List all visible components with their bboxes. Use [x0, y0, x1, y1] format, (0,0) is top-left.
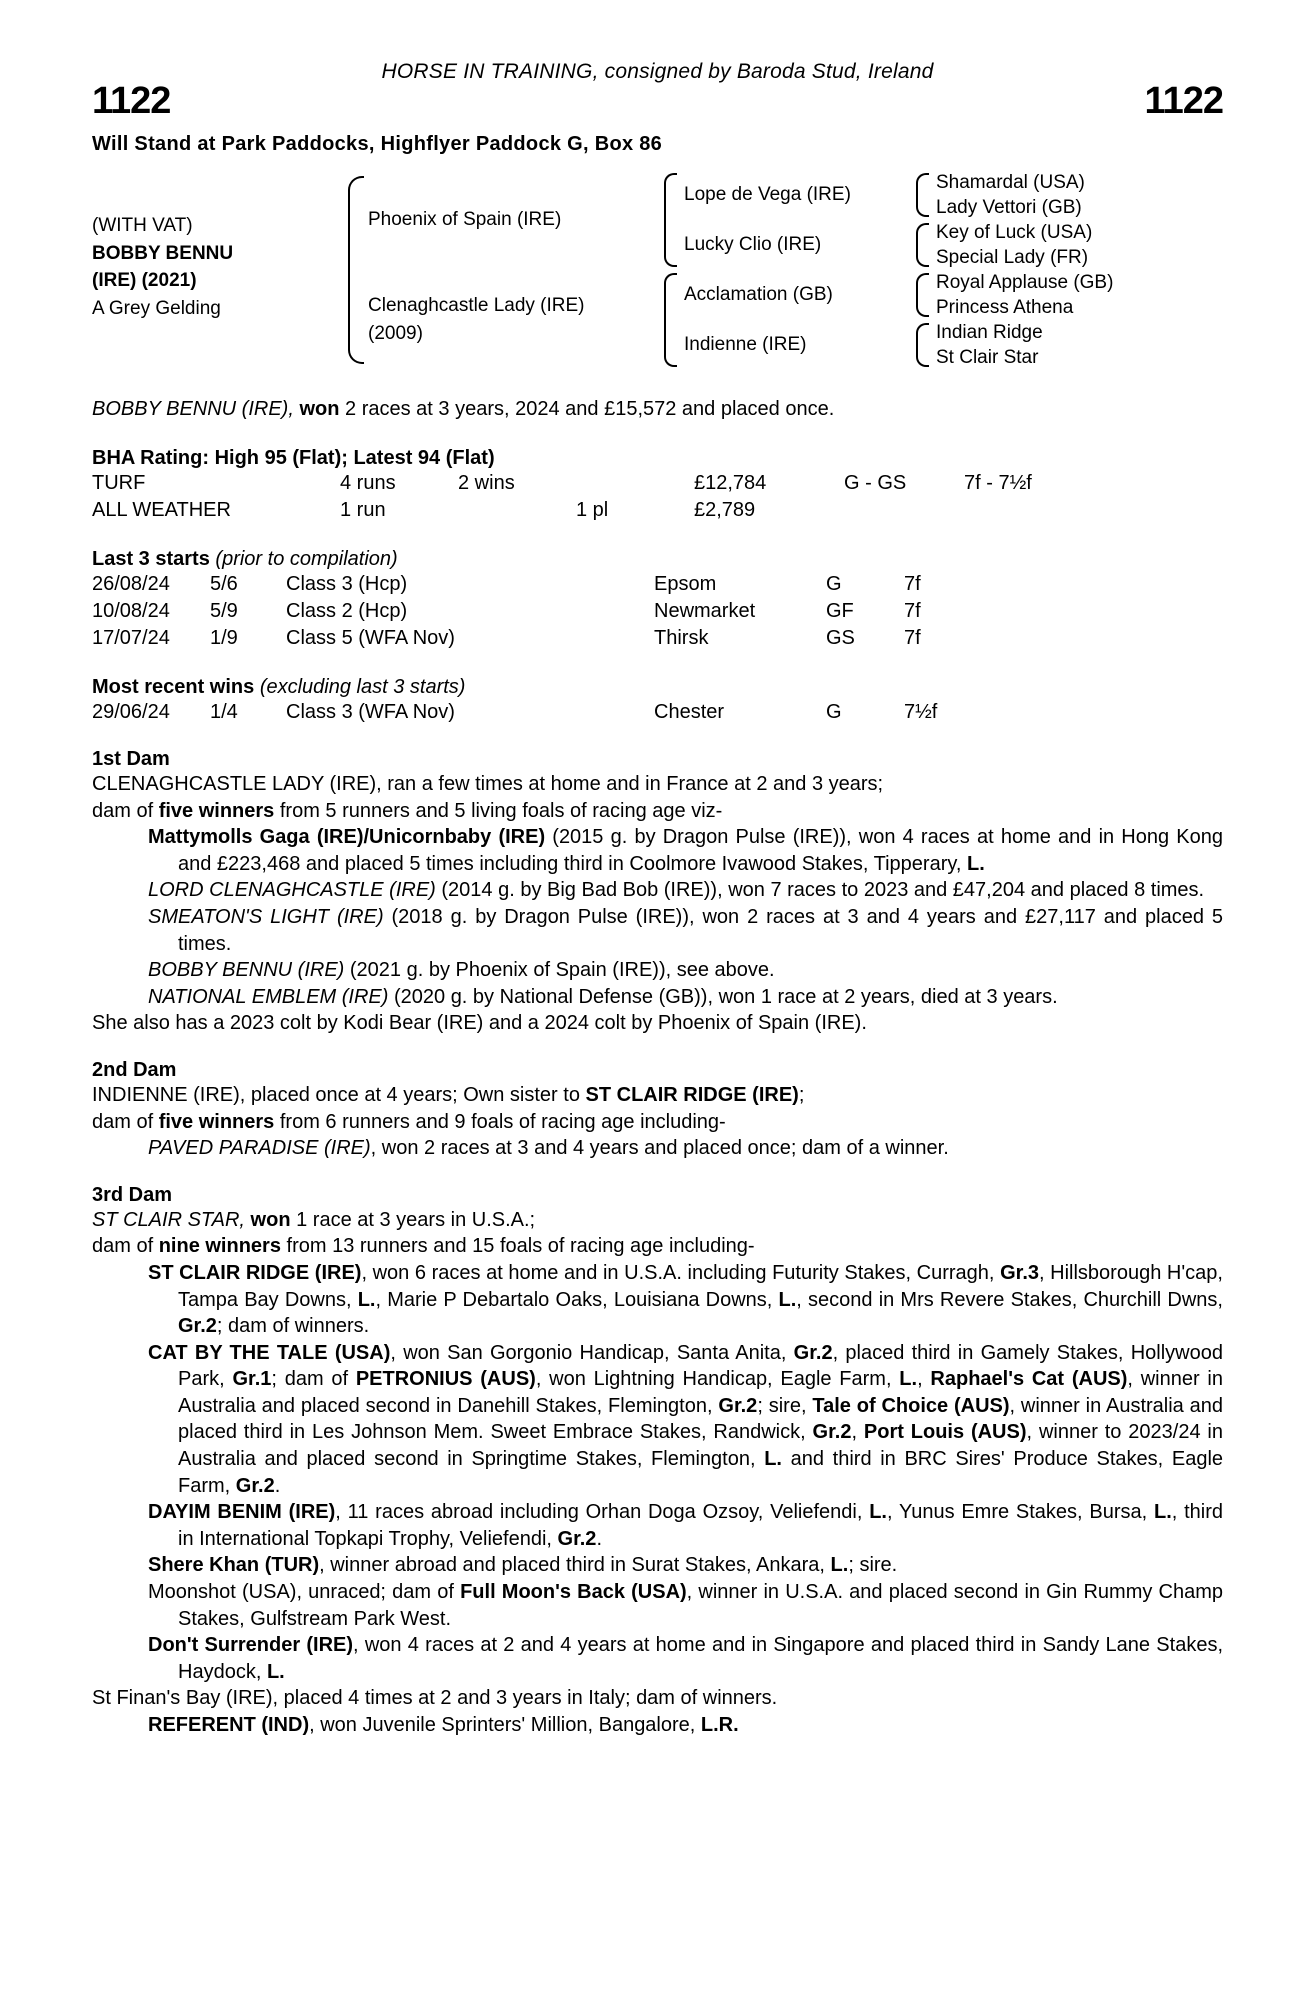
surface: ALL WEATHER	[92, 499, 231, 521]
progeny-detail: , won 2 races at 3 and 4 years and placed once; dam of a winner.	[370, 1137, 949, 1160]
last-three-starts-title: Last 3 starts	[92, 548, 210, 570]
gg-name: Royal Applause (GB)	[936, 271, 1114, 293]
start-date: 17/07/24	[92, 627, 170, 649]
progeny-entry: ST CLAIR RIDGE (IRE), won 6 races at home and in U.S.A. including Futurity Stakes, Curragh, Gr.3, Hillsborough H'cap, Tampa Bay Downs, L., Marie P Debartalo Oaks, Louisiana Downs, L., second in Mrs Revere Stakes, Churchill Dwns, Gr.2; dam of winners.	[148, 1261, 1223, 1338]
start-course: Epsom	[654, 573, 717, 595]
table-row	[92, 470, 1223, 497]
progeny-detail: (2015 g. by Dragon Pulse (IRE)), won 4 races at home and in Hong Kong and £223,468 and placed 5 times including third in Coolmore Ivawood Stakes, Tipperary,	[178, 826, 1223, 875]
gg-pair-3	[910, 270, 1160, 320]
start-class: Class 5 (WFA Nov)	[286, 627, 455, 649]
start-date: 26/08/24	[92, 573, 170, 595]
brace-gg-2	[910, 220, 936, 270]
summary-won: won	[299, 398, 340, 420]
table-row	[92, 699, 1223, 726]
wins	[458, 497, 576, 524]
table-row	[92, 571, 1223, 598]
summary-subject: BOBBY BENNU (IRE),	[92, 398, 294, 420]
third-dam-detail: 1 race at 3 years in U.S.A.;	[290, 1208, 536, 1231]
dam-year: (2009)	[368, 323, 423, 344]
recent-wins-title: Most recent wins	[92, 676, 255, 698]
progeny-name: NATIONAL EMBLEM (IRE)	[148, 985, 389, 1008]
summary-line	[92, 396, 1223, 423]
recent-wins-table	[92, 699, 1223, 726]
runs: 4 runs	[340, 472, 396, 494]
brace-gg-3	[910, 270, 936, 320]
last-three-starts-heading	[92, 548, 1223, 571]
first-dam-line-1: CLENAGHCASTLE LADY (IRE), ran a few times at home and in France at 2 and 3 years;	[92, 773, 884, 795]
third-dam-heading: 3rd Dam	[92, 1183, 173, 1206]
pedigree-chart	[92, 170, 1223, 370]
start-distance: 7f	[904, 627, 921, 649]
dam-of-prefix: dam of	[92, 1235, 159, 1258]
subject-block	[92, 170, 342, 370]
start-class: Class 3 (Hcp)	[286, 573, 408, 595]
recent-wins-note: (excluding last 3 starts)	[259, 676, 466, 698]
subject-name: BOBBY BENNU	[92, 242, 234, 264]
win-date: 29/06/24	[92, 701, 170, 723]
start-course: Thirsk	[654, 627, 709, 649]
earnings: £12,784	[694, 472, 767, 494]
third-dam-name: ST CLAIR STAR,	[92, 1208, 245, 1231]
progeny-name: PAVED PARADISE (IRE)	[148, 1137, 371, 1160]
subject-origin-year: (IRE) (2021)	[92, 270, 197, 292]
gg-name: Key of Luck (USA)	[936, 221, 1093, 243]
win-distance: 7½f	[904, 701, 938, 723]
start-course: Newmarket	[654, 600, 756, 622]
progeny-entry: CAT BY THE TALE (USA), won San Gorgonio Handicap, Santa Anita, Gr.2, placed third in Gamely Stakes, Hollywood Park, Gr.1; dam of PETRONIUS (AUS), won Lightning Handicap, Eagle Farm, L., Raphael's Cat (AUS), winner in Australia and placed second in Danehill Stakes, Flemington, Gr.2; sire, Tale of Choice (AUS), winner in Australia and placed third in Les Johnson Mem. Sweet Embrace Stakes, Randwick, Gr.2, Port Louis (AUS), winner to 2023/24 in Australia and placed second in Springtime Stakes, Flemington, L. and third in BRC Sires' Produce Stakes, Eagle Farm, Gr.2.	[148, 1341, 1224, 1497]
gg-name: St Clair Star	[936, 346, 1039, 368]
first-dam-heading: 1st Dam	[92, 748, 170, 770]
win-class: Class 3 (WFA Nov)	[286, 701, 455, 723]
parents-column	[368, 170, 658, 370]
start-going: GS	[826, 627, 855, 649]
progeny-detail: (2014 g. by Big Bad Bob (IRE)), won 7 races to 2023 and £47,204 and placed 8 times.	[435, 879, 1205, 902]
start-distance: 7f	[904, 600, 921, 622]
win-course: Chester	[654, 701, 725, 723]
progeny-name: LORD CLENAGHCASTLE (IRE)	[148, 879, 436, 902]
sire-dam: Lucky Clio (IRE)	[684, 234, 822, 256]
gg-pair-2	[910, 220, 1160, 270]
progeny-name: Mattymolls Gaga (IRE)/Unicornbaby (IRE)	[148, 826, 546, 849]
second-dam-intro: INDIENNE (IRE), placed once at 4 years; Own sister to	[92, 1083, 586, 1106]
first-dam-closing: She also has a 2023 colt by Kodi Bear (IRE) and a 2024 colt by Phoenix of Spain (IRE).	[92, 1012, 867, 1035]
grandparents-column	[658, 170, 910, 370]
winners-count: five winners	[158, 799, 275, 822]
second-dam-intro-end: ;	[798, 1083, 805, 1106]
brace-level-1	[342, 170, 368, 370]
runs: 1 run	[340, 499, 386, 521]
win-going: G	[826, 701, 842, 723]
progeny-entry: REFERENT (IND), won Juvenile Sprinters' Million, Bangalore, L.R.	[148, 1714, 739, 1736]
progeny-entry: DAYIM BENIM (IRE), 11 races abroad including Orhan Doga Ozsoy, Veliefendi, L., Yunus Emre Stakes, Bursa, L., third in International Topkapi Trophy, Veliefendi, Gr.2.	[148, 1501, 1224, 1550]
dam-of-suffix: from 13 runners and 15 foals of racing age including-	[280, 1235, 755, 1258]
gg-pair-4	[910, 320, 1160, 370]
earnings: £2,789	[694, 499, 756, 521]
table-row	[92, 625, 1223, 652]
progeny-name: BOBBY BENNU (IRE)	[148, 959, 345, 982]
progeny-entry	[148, 1135, 1223, 1162]
going: G - GS	[844, 472, 907, 494]
great-grandparents-column	[910, 170, 1160, 370]
dam-of-prefix: dam of	[92, 1110, 159, 1133]
third-dam-line-1	[92, 1207, 1223, 1234]
start-going: G	[826, 573, 842, 595]
gg-name: Princess Athena	[936, 296, 1074, 318]
progeny-entry: Moonshot (USA), unraced; dam of Full Moon's Back (USA), winner in U.S.A. and placed second in Gin Rummy Champ Stakes, Gulfstream Park West.	[148, 1581, 1223, 1630]
second-dam-line-1	[92, 1082, 1223, 1109]
table-row	[92, 598, 1223, 625]
progeny-entry	[148, 824, 1223, 877]
gg-name: Lady Vettori (GB)	[936, 196, 1082, 218]
won-label: won	[245, 1208, 291, 1231]
table-row	[92, 497, 1223, 524]
dam-dam: Indienne (IRE)	[684, 334, 807, 356]
progeny-detail: (2020 g. by National Defense (GB)), won 1 race at 2 years, died at 3 years.	[388, 985, 1058, 1008]
progeny-entry	[148, 877, 1223, 904]
distance: 7f - 7½f	[964, 472, 1032, 494]
winners-count: five winners	[158, 1110, 275, 1133]
win-position: 1/4	[210, 701, 238, 723]
distance	[964, 497, 1084, 524]
start-position: 1/9	[210, 627, 238, 649]
dam-sire: Acclamation (GB)	[684, 284, 833, 306]
gg-name: Special Lady (FR)	[936, 246, 1089, 268]
start-class: Class 2 (Hcp)	[286, 600, 408, 622]
bha-rating-heading: BHA Rating: High 95 (Flat); Latest 94 (Flat)	[92, 447, 495, 469]
start-position: 5/6	[210, 573, 238, 595]
progeny-detail: (2018 g. by Dragon Pulse (IRE)), won 2 races at 3 and 4 years and £27,117 and placed 5 times.	[178, 905, 1223, 955]
lot-number-left: 1122	[92, 80, 171, 122]
lot-number-row	[92, 80, 1223, 123]
dam-of-prefix: dam of	[92, 799, 159, 822]
sire-sire: Lope de Vega (IRE)	[684, 184, 851, 206]
sire-parents-group	[658, 170, 910, 270]
vat-status: (WITH VAT)	[92, 215, 193, 236]
progeny-entry: Don't Surrender (IRE), won 4 races at 2 and 4 years at home and in Singapore and placed third in Sandy Lane Stakes, Haydock, L.	[148, 1634, 1223, 1683]
gg-pair-1	[910, 170, 1160, 220]
progeny-entry: Shere Khan (TUR), winner abroad and placed third in Surat Stakes, Ankara, L.; sire.	[148, 1554, 898, 1577]
start-date: 10/08/24	[92, 600, 170, 622]
sire-block	[368, 170, 658, 270]
subject-description: A Grey Gelding	[92, 297, 221, 319]
summary-rest: 2 races at 3 years, 2024 and £15,572 and placed once.	[345, 398, 835, 420]
brace-gg-1	[910, 170, 936, 220]
related-horse: ST CLAIR RIDGE (IRE)	[585, 1083, 799, 1106]
progeny-name: SMEATON'S LIGHT (IRE)	[148, 905, 384, 928]
dam-parents-group	[658, 270, 910, 370]
second-dam-heading: 2nd Dam	[92, 1058, 177, 1081]
last-three-starts-table	[92, 571, 1223, 652]
lot-number-right: 1122	[1144, 80, 1223, 122]
wins: 2 wins	[458, 472, 515, 494]
progeny-entry	[148, 984, 1223, 1011]
placed	[576, 470, 694, 497]
second-dam-line-2	[92, 1109, 1223, 1136]
going	[844, 497, 964, 524]
winners-count: nine winners	[158, 1235, 281, 1258]
surface: TURF	[92, 472, 146, 494]
progeny-detail: (2021 g. by Phoenix of Spain (IRE)), see above.	[344, 959, 775, 982]
start-going: GF	[826, 600, 854, 622]
brace-sire-level-2	[658, 170, 684, 270]
stand-location-line: Will Stand at Park Paddocks, Highflyer Paddock G, Box 86	[92, 133, 663, 155]
sire-name: Phoenix of Spain (IRE)	[368, 209, 562, 231]
consignment-header: HORSE IN TRAINING, consigned by Baroda Stud, Ireland	[381, 60, 934, 83]
recent-wins-heading	[92, 676, 1223, 699]
progeny-entry	[148, 957, 1223, 984]
progeny-entry	[148, 904, 1223, 957]
dam-name: Clenaghcastle Lady (IRE)	[368, 295, 585, 317]
gg-name: Indian Ridge	[936, 321, 1043, 343]
start-position: 5/9	[210, 600, 238, 622]
brace-gg-4	[910, 320, 936, 370]
rating-table	[92, 470, 1223, 524]
placed: 1 pl	[576, 499, 609, 521]
dam-block	[368, 270, 658, 370]
dam-of-suffix: from 6 runners and 9 foals of racing age including-	[274, 1110, 726, 1133]
progeny-entry: St Finan's Bay (IRE), placed 4 times at 2 and 3 years in Italy; dam of winners.	[92, 1687, 778, 1710]
first-dam-line-2	[92, 798, 1223, 825]
brace-dam-level-2	[658, 270, 684, 370]
progeny-blacktype: L.	[966, 852, 985, 875]
gg-name: Shamardal (USA)	[936, 171, 1085, 193]
dam-of-suffix: from 5 runners and 5 living foals of racing age viz-	[274, 799, 723, 822]
last-three-starts-note: (prior to compilation)	[215, 548, 398, 570]
start-distance: 7f	[904, 573, 921, 595]
third-dam-line-2	[92, 1233, 1223, 1260]
